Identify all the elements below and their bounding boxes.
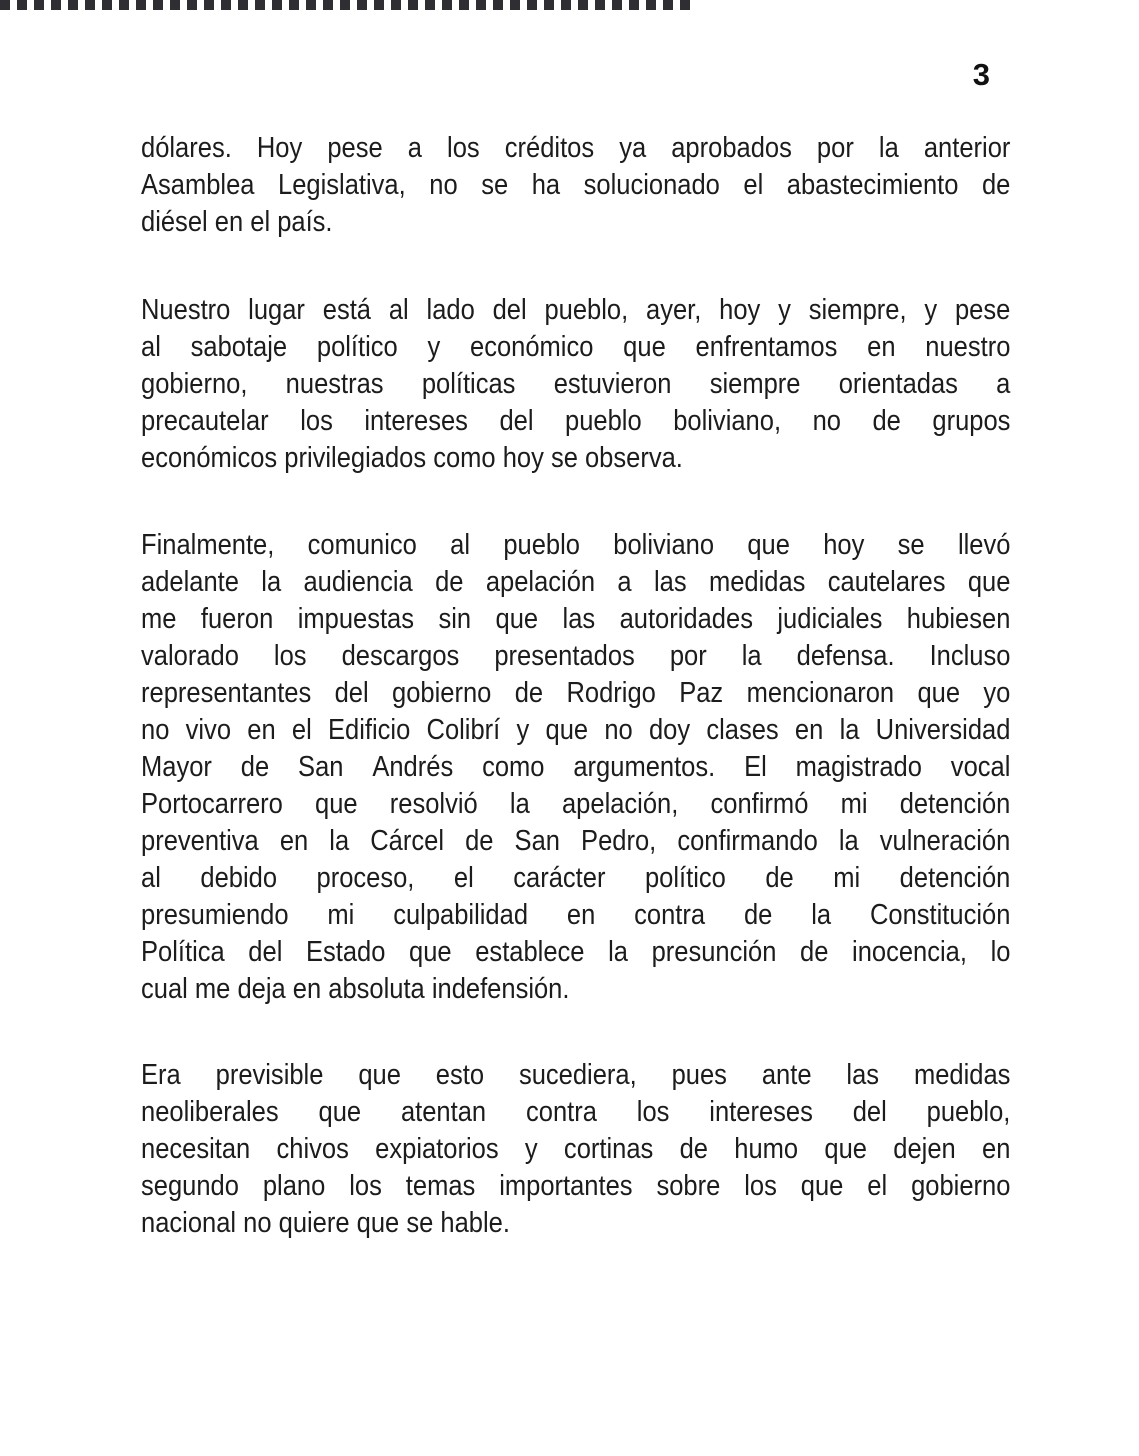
text-line: me fueron impuestas sin que las autoridades judiciales hubiesen (141, 603, 1011, 635)
paragraph (141, 292, 1010, 477)
text-line: no vivo en el Edificio Colibrí y que no doy clases en la Universidad (141, 714, 1011, 746)
text-line: Era previsible que esto sucediera, pues ante las medidas (141, 1059, 1011, 1091)
paragraph (141, 527, 1010, 1008)
text-line: dólares. Hoy pese a los créditos ya aprobados por la anterior (141, 132, 1011, 164)
text-line: valorado los descargos presentados por la defensa. Incluso (141, 640, 1011, 672)
top-dashed-bar (0, 0, 692, 10)
text-line: Finalmente, comunico al pueblo boliviano que hoy se llevó (141, 529, 1011, 561)
paragraph (141, 130, 1010, 241)
text-line: adelante la audiencia de apelación a las medidas cautelares que (141, 566, 1011, 598)
text-line: Asamblea Legislativa, no se ha solucionado el abastecimiento de (141, 169, 1011, 201)
text-line: representantes del gobierno de Rodrigo Paz mencionaron que yo (141, 677, 1011, 709)
text-line: Nuestro lugar está al lado del pueblo, ayer, hoy y siempre, y pese (141, 294, 1011, 326)
text-line: económicos privilegiados como hoy se observa. (141, 442, 683, 474)
page-number: 3 (972, 57, 990, 92)
text-line: nacional no quiere que se hable. (141, 1207, 510, 1239)
text-line: diésel en el país. (141, 206, 333, 238)
text-line: al sabotaje político y económico que enfrentamos en nuestro (141, 331, 1011, 363)
text-line: presumiendo mi culpabilidad en contra de la Constitución (141, 899, 1011, 931)
text-line: Portocarrero que resolvió la apelación, confirmó mi detención (141, 788, 1011, 820)
text-line: neoliberales que atentan contra los intereses del pueblo, (141, 1096, 1011, 1128)
text-line: Política del Estado que establece la presunción de inocencia, lo (141, 936, 1011, 968)
paragraph (141, 1057, 1010, 1242)
text-line: gobierno, nuestras políticas estuvieron siempre orientadas a (141, 368, 1011, 400)
text-line: precautelar los intereses del pueblo boliviano, no de grupos (141, 405, 1011, 437)
text-line: al debido proceso, el carácter político de mi detención (141, 862, 1011, 894)
text-line: Mayor de San Andrés como argumentos. El magistrado vocal (141, 751, 1011, 783)
text-line: preventiva en la Cárcel de San Pedro, confirmando la vulneración (141, 825, 1011, 857)
text-line: necesitan chivos expiatorios y cortinas de humo que dejen en (141, 1133, 1011, 1165)
text-line: segundo plano los temas importantes sobre los que el gobierno (141, 1170, 1011, 1202)
text-line: cual me deja en absoluta indefensión. (141, 973, 570, 1005)
